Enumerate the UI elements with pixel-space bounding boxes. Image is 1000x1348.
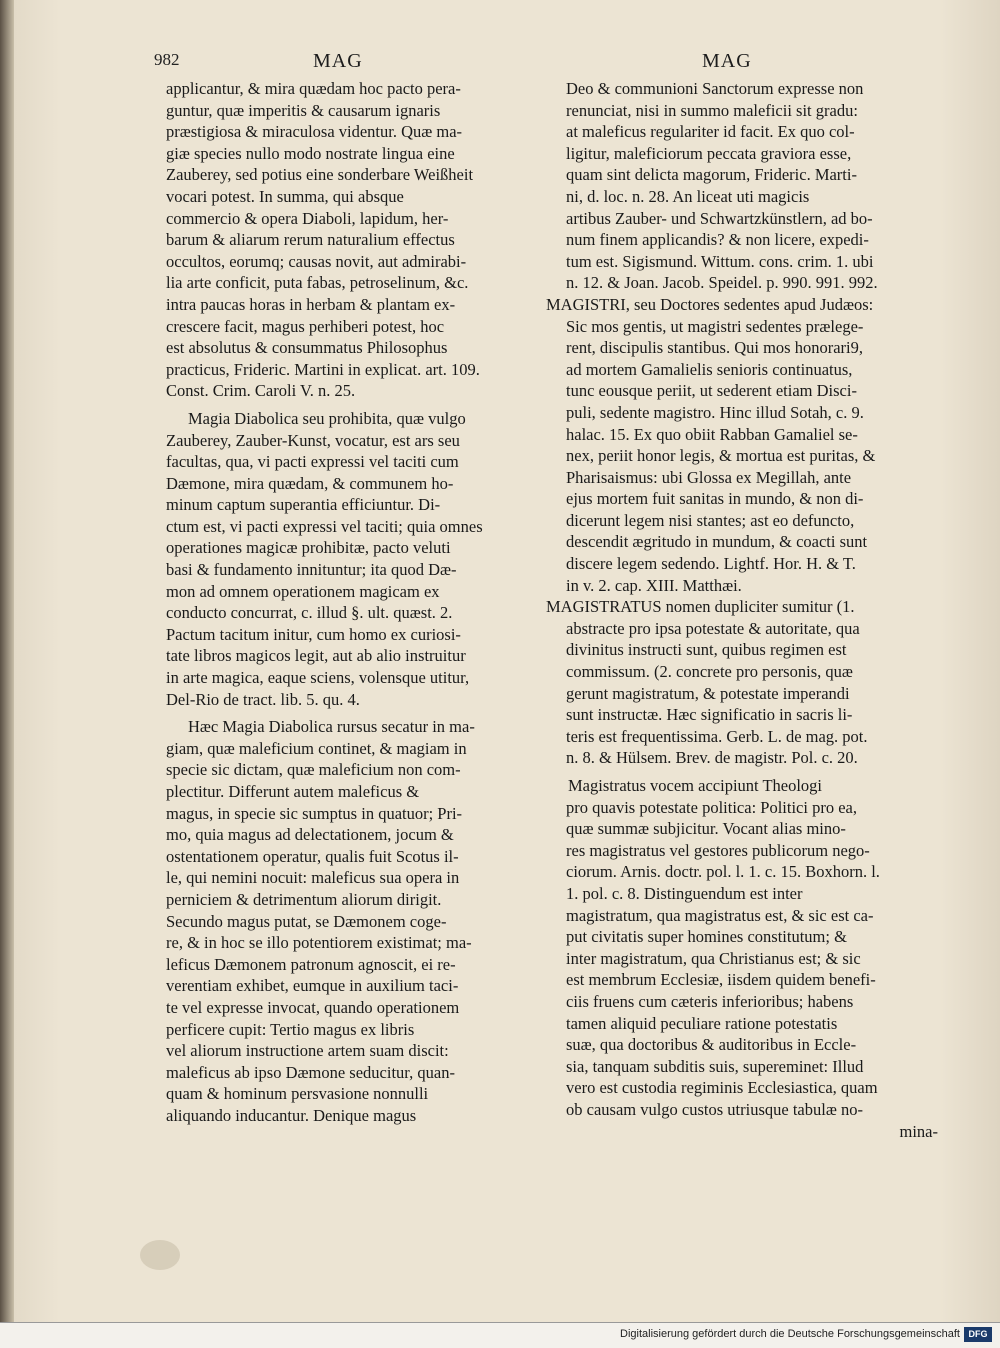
text-line: maleficus ab ipso Dæmone seducitur, quan- <box>166 1062 455 1082</box>
text-line: conducto concurrat, c. illud §. ult. quæst. 2. <box>166 603 453 623</box>
text-line: halac. 15. Ex quo obiit Rabban Gamaliel se- <box>566 424 858 444</box>
funding-notice: Digitalisierung gefördert durch die Deutsche Forschungsgemeinschaft <box>620 1328 960 1340</box>
right-text-column <box>546 78 938 1142</box>
left-text-column <box>166 78 534 1127</box>
text-line: practicus, Frideric. Martini in explicat. art. 109. <box>166 359 480 379</box>
text-line: intra paucas horas in herbam & plantam ex- <box>166 294 456 314</box>
text-line: tamen aliquid peculiare ratione potestatis <box>566 1013 838 1033</box>
text-line: teris est frequentissima. Gerb. L. de mag. pot. <box>566 726 868 746</box>
text-line: suæ, qua doctoribus & auditoribus in Eccle- <box>566 1035 857 1055</box>
text-line: abstracte pro ipsa potestate & autoritate, qua <box>566 618 860 638</box>
text-line: te vel expresse invocat, quando operationem <box>166 997 460 1017</box>
text-line: vero est custodia regiminis Ecclesiastica, quam <box>566 1078 878 1098</box>
text-line: præstigiosa & miraculosa videntur. Quæ ma- <box>166 122 463 142</box>
text-line: mo, quia magus ad delectationem, jocum & <box>166 825 454 845</box>
text-line: num finem applicandis? & non licere, expedi- <box>566 230 869 250</box>
text-line: lia arte conficit, puta fabas, petroselinum, &c. <box>166 273 469 293</box>
text-line: facultas, qua, vi pacti expressi vel taciti cum <box>166 452 459 472</box>
text-line: Const. Crim. Caroli V. n. 25. <box>166 381 356 401</box>
text-line: mon ad omnem operationem magicam ex <box>166 581 440 601</box>
text-line: commercio & opera Diaboli, lapidum, her- <box>166 208 449 228</box>
text-line: aliquando inducantur. Denique magus <box>166 1105 417 1125</box>
text-line: commissum. (2. concrete pro personis, quæ <box>566 662 853 682</box>
text-line: in v. 2. cap. XIII. Matthæi. <box>566 575 742 595</box>
text-line: Zauberey, sed potius eine sonderbare Weißheit <box>166 165 474 185</box>
text-line: quam sint delicta magorum, Frideric. Marti- <box>566 165 857 185</box>
paper-stain <box>140 1240 180 1270</box>
text-line: barum & aliarum rerum naturalium effectus <box>166 230 455 250</box>
text-line: operationes magicæ prohibitæ, pacto veluti <box>166 538 451 558</box>
dfg-logo-icon <box>964 1327 992 1342</box>
text-line: Pactum tacitum initur, cum homo ex curiosi- <box>166 624 461 644</box>
text-line: giam, quæ maleficium continet, & magiam in <box>166 738 467 758</box>
text-line: le, qui nemini nocuit: maleficus sua opera in <box>166 868 460 888</box>
text-line: Pharisaismus: ubi Glossa ex Megillah, ante <box>566 467 852 487</box>
text-line: inter magistratum, qua Christianus est; & sic <box>566 948 861 968</box>
text-line: ctum est, vi pacti expressi vel taciti; quia omnes <box>166 516 483 536</box>
running-head-right: MAG <box>702 50 752 72</box>
text-line: est absolutus & consummatus Philosophus <box>166 338 448 358</box>
text-line: ligitur, maleficiorum peccata graviora esse, <box>566 143 852 163</box>
text-line: tum est. Sigismund. Wittum. cons. crim. 1. ubi <box>566 251 874 271</box>
text-line: rent, discipulis stantibus. Qui mos honorari9, <box>566 338 863 358</box>
text-line: specie sic dictam, quæ maleficium non com- <box>166 760 461 780</box>
text-line: gerunt magistratum, & potestate imperandi <box>566 683 850 703</box>
text-line: quæ summæ subjicitur. Vocant alias mino- <box>566 819 846 839</box>
text-line: ni, d. loc. n. 28. An liceat uti magicis <box>566 186 810 206</box>
text-line: ob causam vulgo custos utriusque tabulæ no- <box>566 1099 863 1119</box>
text-line: ostentationem operatur, qualis fuit Scotus il- <box>166 846 459 866</box>
text-line: plectitur. Differunt autem maleficus & <box>166 782 420 801</box>
text-line: ad mortem Gamalielis senioris continuatus, <box>566 359 853 379</box>
text-line: Deo & communioni Sanctorum expresse non <box>566 79 864 98</box>
text-line: sunt instructæ. Hæc significatio in sacris li- <box>566 705 853 725</box>
text-line: 1. pol. c. 8. Distinguendum est inter <box>566 883 803 903</box>
page-number: 982 <box>154 50 180 69</box>
text-line: giæ species nullo modo nostrate lingua eine <box>166 143 455 163</box>
text-line: basi & fundamento innituntur; ita quod Dæ- <box>166 560 457 580</box>
text-line: res magistratus vel gestores publicorum nego- <box>566 840 870 860</box>
text-line: vel aliorum instructione artem suam discit: <box>166 1041 449 1061</box>
footer-bar <box>0 1322 1000 1348</box>
text-line: n. 12. & Joan. Jacob. Speidel. p. 990. 991. 992. <box>566 273 878 293</box>
text-line: Magistratus vocem accipiunt Theologi <box>568 776 823 795</box>
text-line: verentiam exhibet, eumque in auxilium taci- <box>166 976 459 996</box>
text-line: artibus Zauber- und Schwartzkünstlern, ad bo- <box>566 208 873 228</box>
text-line: at maleficus regulariter id facit. Ex quo col- <box>566 122 855 142</box>
text-line: MAGISTRI, seu Doctores sedentes apud Judæos: <box>546 294 874 314</box>
text-line: Dæmone, mira quædam, & communem ho- <box>166 473 454 493</box>
text-line: in arte magica, eaque sciens, volensque utitur, <box>166 668 470 688</box>
text-line: magistratum, qua magistratus est, & sic est ca- <box>566 905 874 925</box>
text-line: leficus Dæmonem patronum agnoscit, ei re- <box>166 954 456 974</box>
text-line: descendit ægritudo in mundum, & coacti sunt <box>566 532 868 552</box>
text-line: pro quavis potestate politica: Politici pro ea, <box>566 797 857 817</box>
page-binding-edge <box>0 0 14 1322</box>
text-line: MAGISTRATUS nomen dupliciter sumitur (1. <box>546 597 855 617</box>
text-line: sia, tanquam subditis suis, supereminet: Illud <box>566 1056 864 1076</box>
text-line: dicerunt legem nisi stantes; ast eo defuncto, <box>566 510 855 530</box>
text-line: Zauberey, Zauber-Kunst, vocatur, est ars seu <box>166 430 460 450</box>
text-line: put civitatis super homines constitutum; & <box>566 927 847 947</box>
text-line: ciis fruens cum cæteris inferioribus; habens <box>566 991 854 1011</box>
text-line: perficere cupit: Tertio magus ex libris <box>166 1019 415 1039</box>
text-line: Del-Rio de tract. lib. 5. qu. 4. <box>166 689 360 709</box>
text-line: puli, sedente magistro. Hinc illud Sotah, c. 9. <box>566 402 864 422</box>
text-line: divinitus instructi sunt, quibus regimen est <box>566 640 847 660</box>
text-line: applicantur, & mira quædam hoc pacto pera- <box>166 79 461 98</box>
catchword: mina- <box>899 1121 938 1141</box>
text-line: magus, in specie sic sumptus in quatuor; Pri- <box>166 803 463 823</box>
text-line: Magia Diabolica seu prohibita, quæ vulgo <box>188 408 466 428</box>
text-line: tate libros magicos legit, aut ab alio instruitur <box>166 646 466 666</box>
text-line: n. 8. & Hülsem. Brev. de magistr. Pol. c. 20. <box>566 748 858 768</box>
text-line: vocari potest. In summa, qui absque <box>166 186 404 206</box>
text-line: tunc eousque periit, ut sederent etiam Disci- <box>566 381 857 401</box>
text-line: Sic mos gentis, ut magistri sedentes prælege- <box>566 316 864 336</box>
text-line: crescere facit, magus perhiberi potest, hoc <box>166 316 445 336</box>
dfg-logo-text: DFG <box>968 1329 988 1339</box>
text-line: ciorum. Arnis. doctr. pol. l. 1. c. 15. Boxhorn. l. <box>566 862 880 882</box>
text-line: nex, periit honor legis, & mortua est puritas, & <box>566 446 876 466</box>
text-line: quam & hominum persvasione nonnulli <box>166 1084 429 1104</box>
text-line: renunciat, nisi in summo maleficii sit gradu: <box>566 100 858 120</box>
text-line: occultos, eorumq; causas novit, aut admirabi- <box>166 251 467 271</box>
text-line: minum captum superantia efficiuntur. Di- <box>166 495 441 515</box>
text-line: discere legem sedendo. Lightf. Hor. H. & T. <box>566 554 856 574</box>
text-line: Secundo magus putat, se Dæmonem coge- <box>166 911 447 931</box>
text-line: perniciem & detrimentum aliorum dirigit. <box>166 889 442 909</box>
text-line: ejus mortem fuit sanitas in mundo, & non di- <box>566 489 864 509</box>
text-line: re, & in hoc se illo potentiorem existimat; ma- <box>166 933 472 953</box>
running-head-left: MAG <box>313 50 363 72</box>
text-line: Hæc Magia Diabolica rursus secatur in ma- <box>188 717 475 737</box>
text-line: guntur, quæ imperitis & causarum ignaris <box>166 100 441 120</box>
text-line: est membrum Ecclesiæ, iisdem quidem benefi- <box>566 970 876 990</box>
